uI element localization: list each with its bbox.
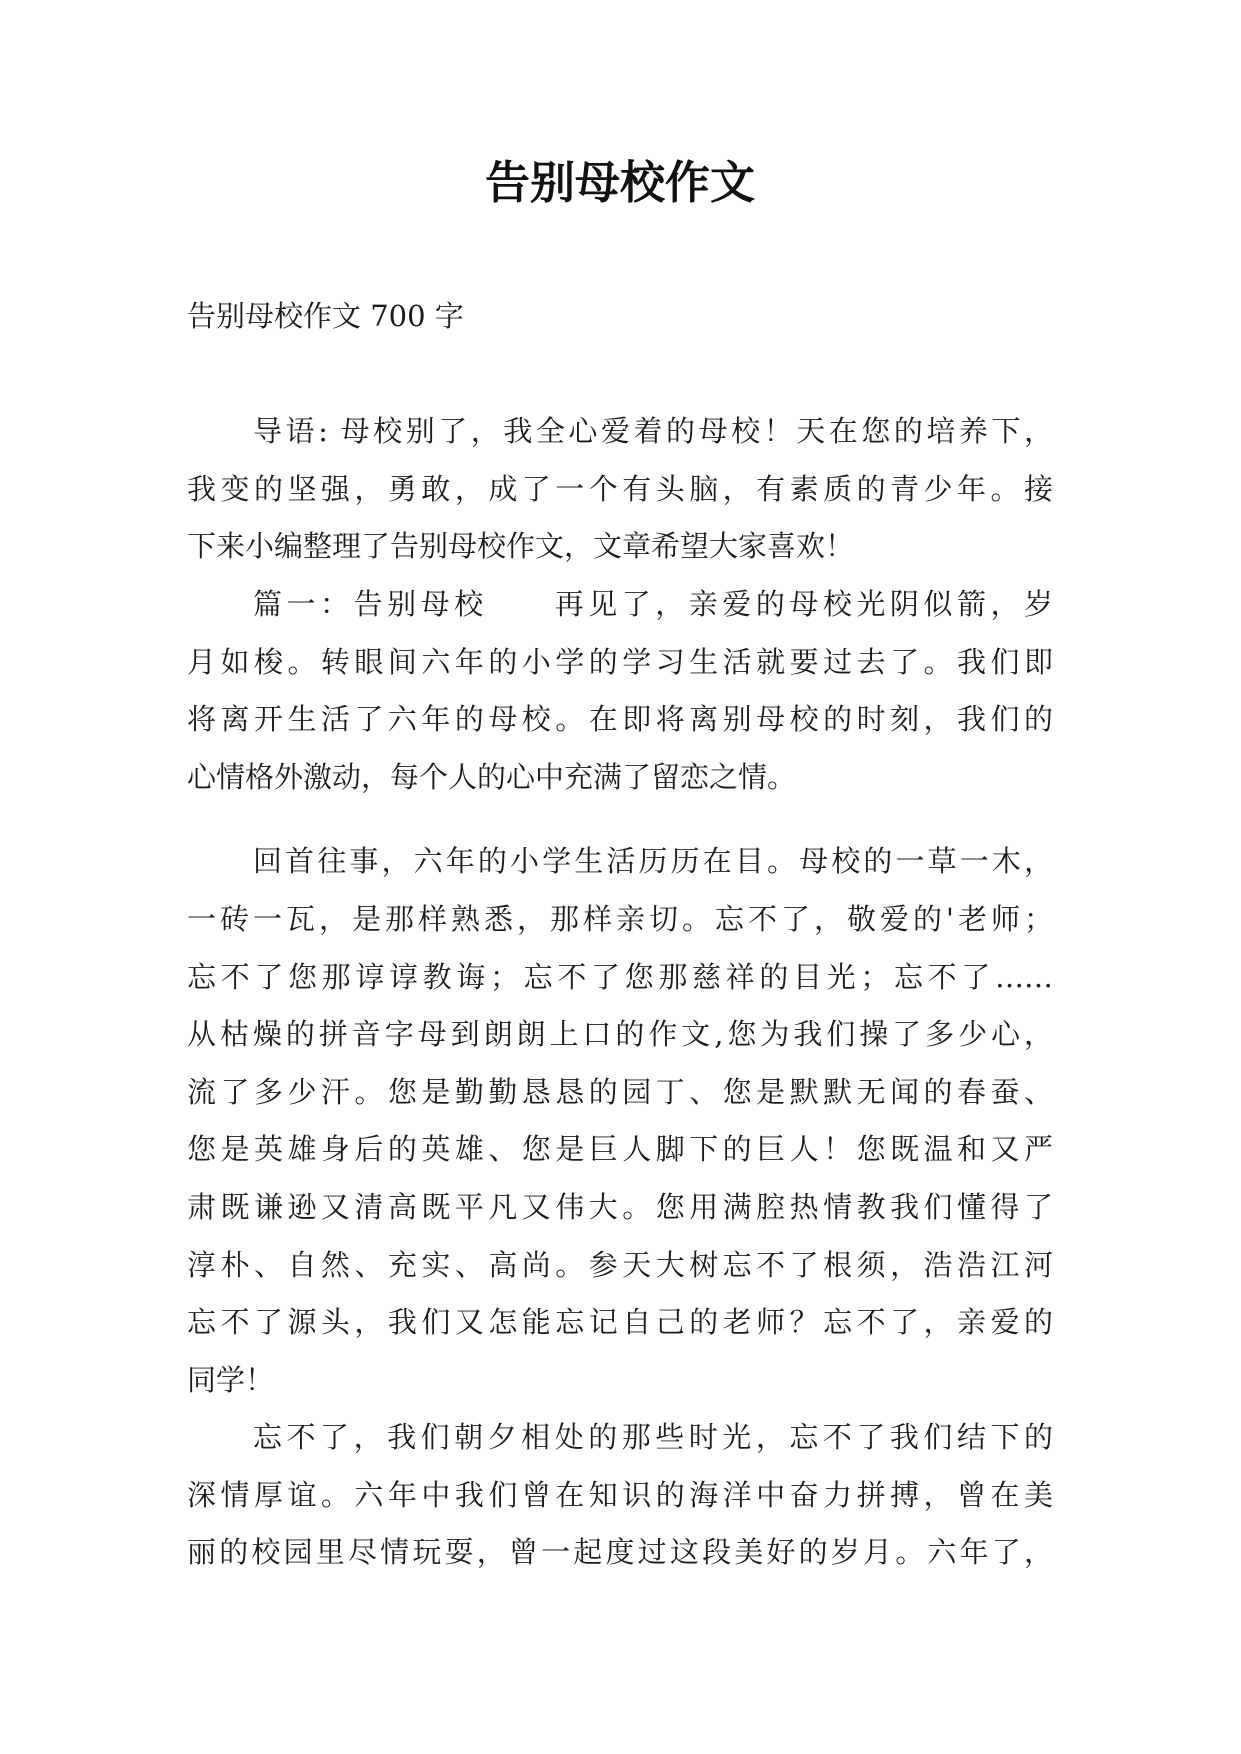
text-line: 将离开生活了六年的母校。在即将离别母校的时刻，我们的 xyxy=(187,702,1053,737)
blank-line xyxy=(187,346,1053,404)
text-line: 下来小编整理了告别母校作文，文章希望大家喜欢！ xyxy=(187,529,855,564)
text-line: 心情格外激动，每个人的心中充满了留恋之情。 xyxy=(187,759,797,794)
text-line: 篇一：告别母校 再见了，亲爱的母校光阴似箭，岁 xyxy=(253,586,1053,621)
text-line: 肃既谦逊又清高既平凡又伟大。您用满腔热情教我们懂得了 xyxy=(187,1189,1053,1224)
text-line: 深情厚谊。六年中我们曾在知识的海洋中奋力拼搏，曾在美 xyxy=(187,1477,1053,1512)
text-line: 从枯燥的拼音字母到朗朗上口的作文,您为我们操了多少心， xyxy=(187,1017,1053,1052)
text-line: 忘不了源头，我们又怎能忘记自己的老师？忘不了，亲爱的 xyxy=(187,1305,1053,1340)
text-line: 月如梭。转眼间六年的小学的学习生活就要过去了。我们即 xyxy=(187,644,1053,679)
document-subtitle: 告别母校作文 700 字 xyxy=(187,299,464,333)
paragraph-part-one xyxy=(187,576,1053,806)
text-line: 同学！ xyxy=(187,1362,275,1397)
text-line: 丽的校园里尽情玩耍，曾一起度过这段美好的岁月。六年了， xyxy=(187,1535,1053,1570)
text-line: 回首往事，六年的小学生活历历在目。母校的一草一木， xyxy=(253,844,1053,879)
paragraph-memories-teachers xyxy=(187,833,1053,1409)
paragraph-memories-classmates xyxy=(187,1409,1053,1582)
text-line: 忘不了您那谆谆教诲；忘不了您那慈祥的目光；忘不了…… xyxy=(187,959,1053,994)
text-line: 我变的坚强，勇敢，成了一个有头脑，有素质的青少年。接 xyxy=(187,471,1053,506)
text-line: 忘不了，我们朝夕相处的那些时光，忘不了我们结下的 xyxy=(253,1420,1053,1455)
text-line: 淳朴、自然、充实、高尚。参天大树忘不了根须，浩浩江河 xyxy=(187,1247,1053,1282)
document-body xyxy=(187,288,1053,1582)
text-line: 您是英雄身后的英雄、您是巨人脚下的巨人！您既温和又严 xyxy=(187,1132,1053,1167)
text-line: 导语: 母校别了，我全心爱着的母校！天在您的培养下， xyxy=(253,414,1053,449)
text-line: 一砖一瓦，是那样熟悉，那样亲切。忘不了，敬爱的'老师； xyxy=(187,901,1053,936)
text-line: 流了多少汗。您是勤勤恳恳的园丁、您是默默无闻的春蚕、 xyxy=(187,1074,1053,1109)
document-title: 告别母校作文 xyxy=(484,156,755,209)
paragraph-intro xyxy=(187,403,1053,576)
